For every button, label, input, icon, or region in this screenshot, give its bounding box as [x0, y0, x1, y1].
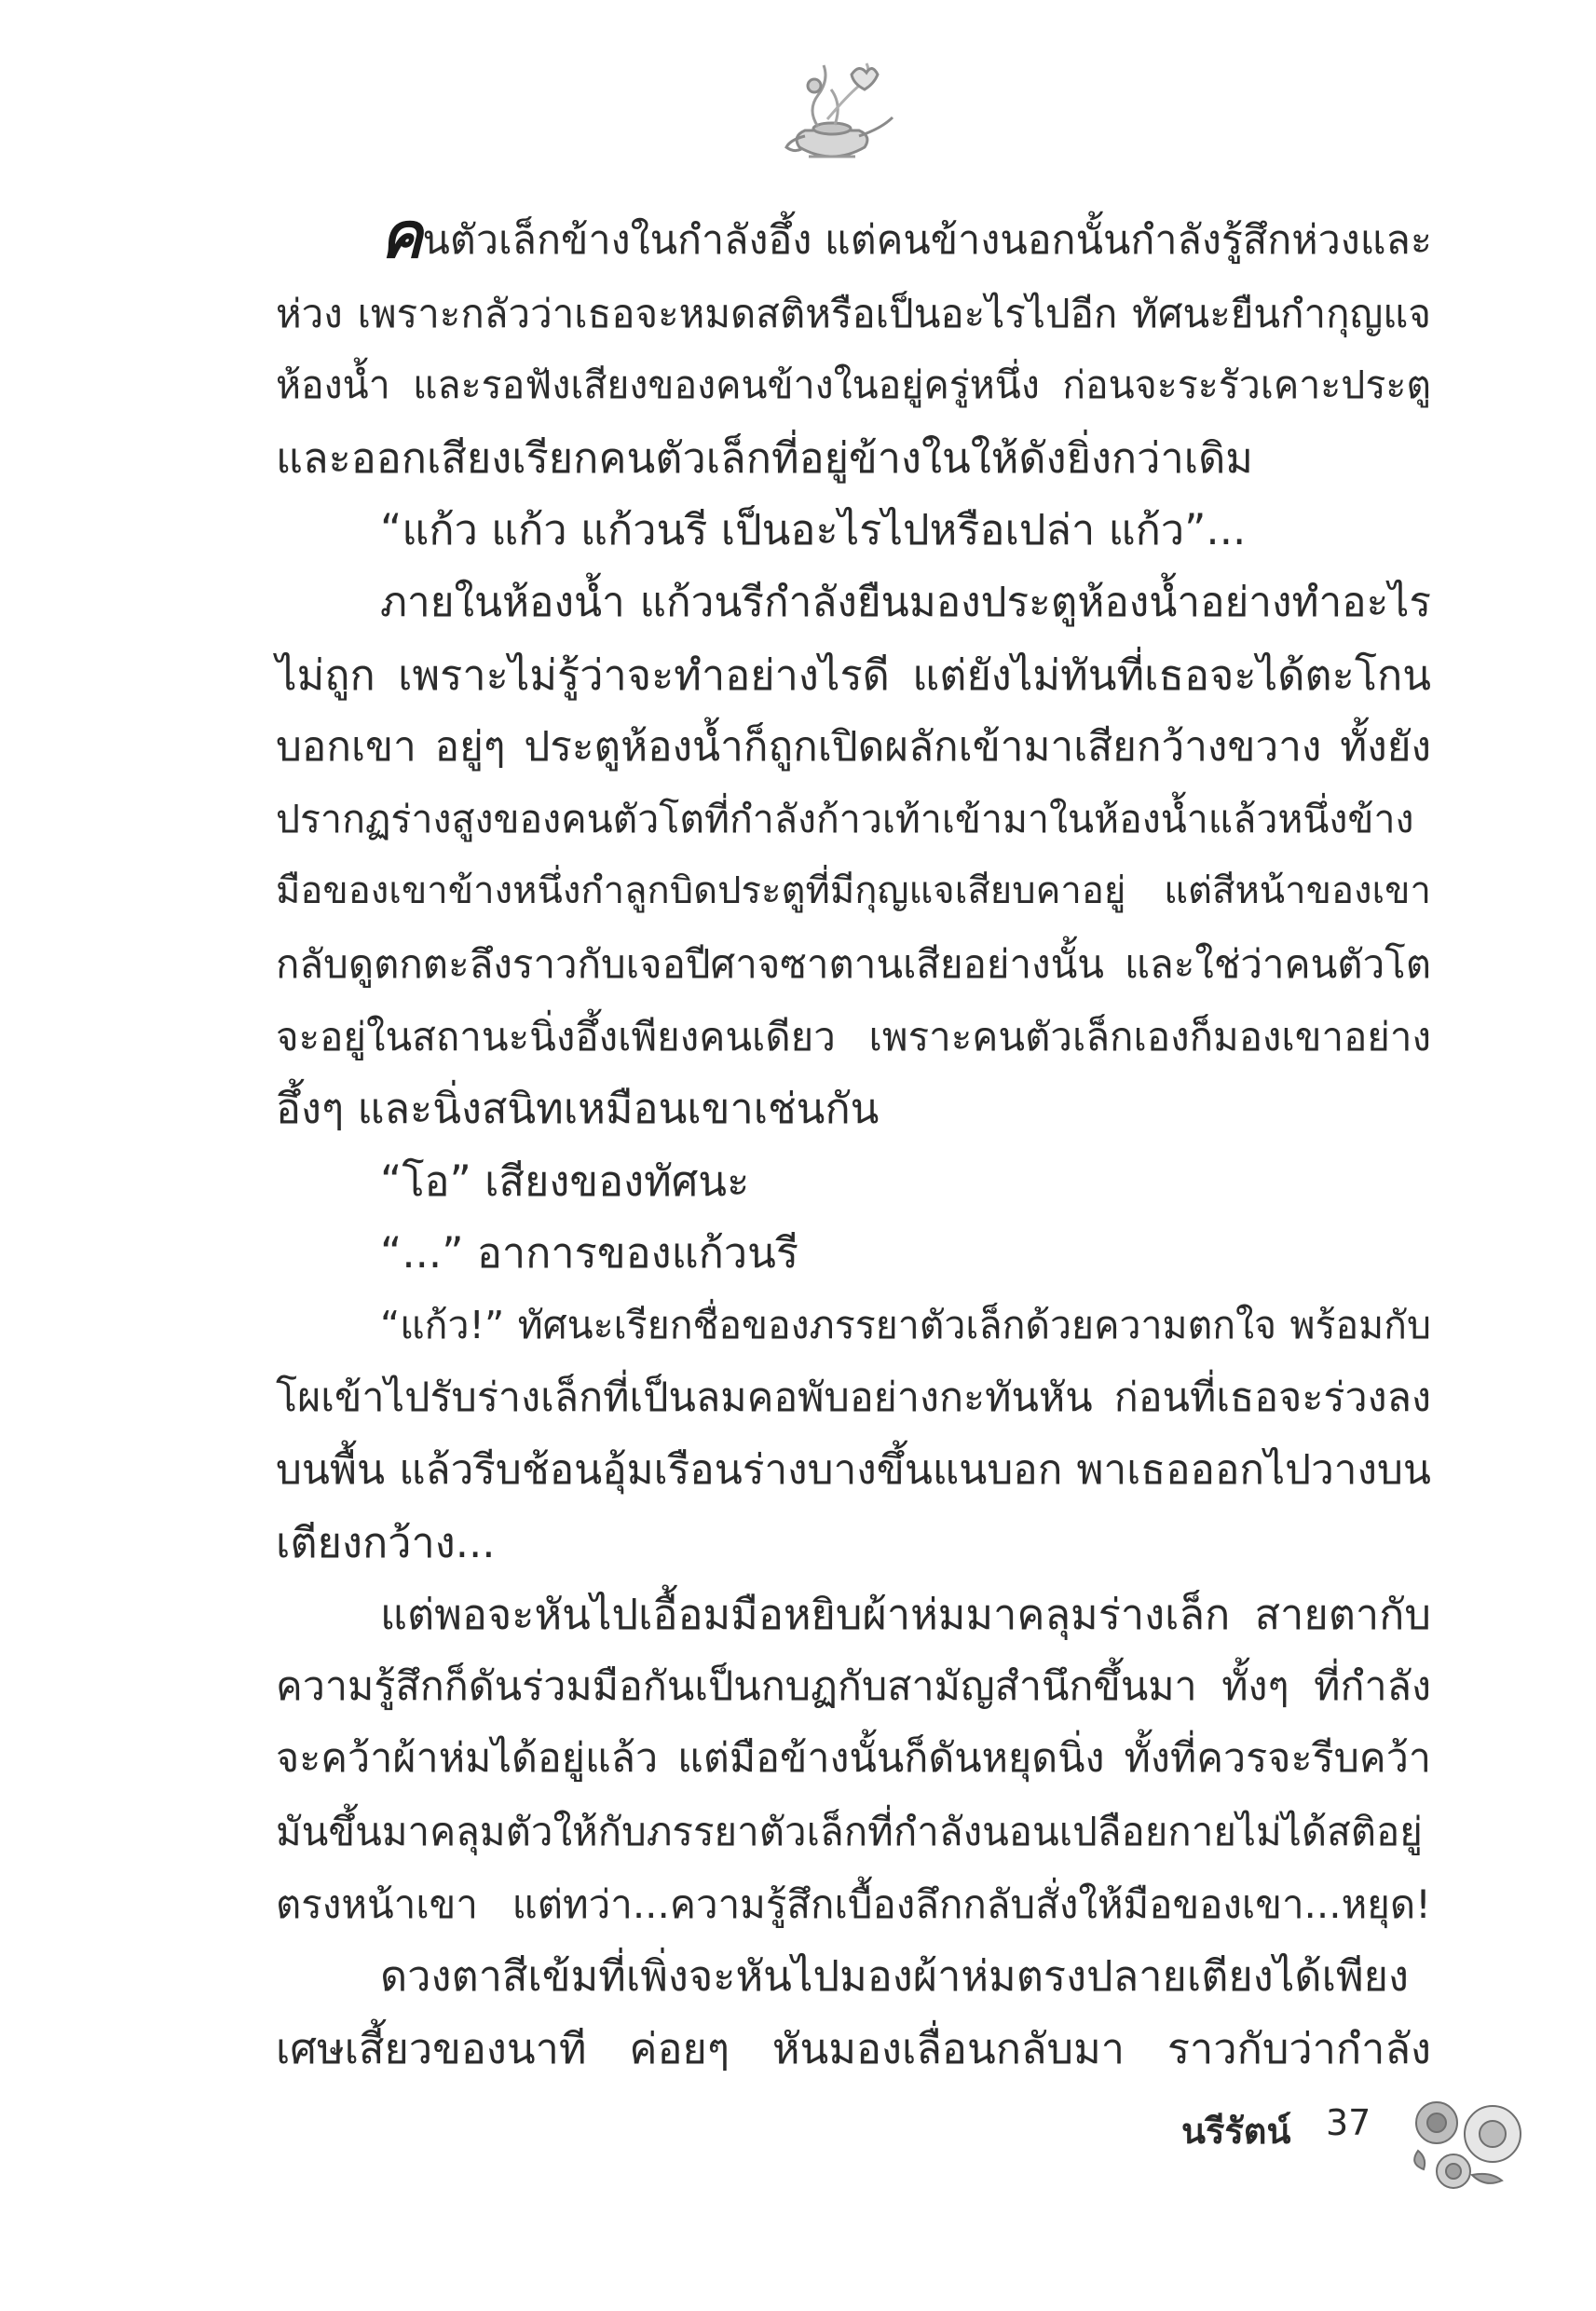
text-line-content: กลับดูตกตะลึงราวกับเจอปีศาจซาตานเสียอย่างนั้น และใช่ว่าคนตัวโต [276, 940, 1431, 987]
text-line-content: ภายในห้องน้ำ แก้วนรีกำลังยืนมองประตูห้องน้ำอย่างทำอะไร [380, 578, 1431, 626]
text-line [276, 1507, 1431, 1579]
text-line [276, 1868, 1431, 1941]
text-line [276, 928, 1431, 1001]
text-line-content: ดวงตาสีเข้มที่เพิ่งจะหันไปมองผ้าห่มตรงปลายเตียงได้เพียง [380, 1951, 1410, 2002]
text-line [276, 1579, 1431, 1651]
text-line [276, 1651, 1431, 1724]
text-line-content: “แก้ว!” ทัศนะเรียกชื่อของภรรยาตัวเล็กด้วยความตกใจ พร้อมกับ [380, 1302, 1431, 1347]
body-text [276, 199, 1432, 2085]
text-line-content: ห่วง เพราะกลัวว่าเธอจะหมดสติหรือเป็นอะไรไปอีก ทัศนะยืนกำกุญแจ [276, 290, 1431, 336]
text-line-content: จะอยู่ในสถานะนิ่งอึ้งเพียงคนเดียว เพราะคนตัวเล็กเองก็มองเขาอย่าง [276, 1013, 1431, 1060]
footer-author: นรีรัตน์ [1181, 2111, 1291, 2152]
text-line-content: และออกเสียงเรียกคนตัวเล็กที่อยู่ข้างในให้ดังยิ่งกว่าเดิม [276, 432, 1253, 483]
text-line [276, 1434, 1431, 1507]
text-line [276, 855, 1431, 928]
text-line [276, 422, 1431, 495]
drop-cap: ค [380, 199, 423, 273]
text-line [276, 567, 1431, 639]
text-line-content: นตัวเล็กข้างในกำลังอึ้ง แต่คนข้างนอกนั้นกำลังรู้สึกห่วงและ [422, 217, 1432, 264]
text-line [276, 278, 1431, 350]
text-line [276, 1073, 1431, 1145]
text-line-content: มันขึ้นมาคลุมตัวให้กับภรรยาตัวเล็กที่กำลังนอนเปลือยกายไม่ได้สติอยู่ [276, 1809, 1423, 1855]
text-line-content: ตรงหน้าเขา แต่ทว่า...ความรู้สึกเบื้องลึกกลับสั่งให้มือของเขา...หยุด! [276, 1880, 1431, 1927]
text-line [276, 711, 1431, 784]
text-line [276, 1940, 1431, 2013]
text-line [276, 1290, 1431, 1362]
text-line [276, 1001, 1431, 1073]
text-line-content: ปรากฏร่างสูงของคนตัวโตที่กำลังก้าวเท้าเข้ามาในห้องน้ำแล้วหนึ่งข้าง [276, 796, 1414, 841]
text-line [276, 2013, 1431, 2085]
text-line-content: ไม่ถูก เพราะไม่รู้ว่าจะทำอย่างไรดี แต่ยังไม่ทันที่เธอจะได้ตะโกน [276, 650, 1431, 700]
text-line [276, 1723, 1431, 1796]
page-footer [1155, 2085, 1547, 2225]
text-line [276, 1217, 1431, 1290]
text-line-content: “โอ” เสียงของทัศนะ [380, 1156, 750, 1206]
text-line-content: ความรู้สึกก็ดันร่วมมือกันเป็นกบฏกับสามัญสำนึกขึ้นมา ทั้งๆ ที่กำลัง [276, 1662, 1431, 1710]
text-line-content: ห้องน้ำ และรอฟังเสียงของคนข้างในอยู่ครู่หนึ่ง ก่อนจะระรัวเคาะประตู [276, 362, 1431, 408]
text-line-content: บอกเขา อยู่ๆ ประตูห้องน้ำก็ถูกเปิดผลักเข้ามาเสียกว้างขวาง ทั้งยัง [276, 723, 1431, 772]
text-line-content: อึ้งๆ และนิ่งสนิทเหมือนเขาเช่นกัน [276, 1084, 880, 1134]
text-line-content: บนพื้น แล้วรีบช้อนอุ้มเรือนร่างบางขึ้นแนบอก พาเธอออกไปวางบน [276, 1446, 1431, 1495]
genie-lamp-ornament-icon [762, 54, 902, 175]
text-line-content: เตียงกว้าง... [276, 1517, 496, 1567]
text-line [276, 349, 1431, 422]
text-line-content: เศษเสี้ยวของนาที ค่อยๆ หันมองเลื่อนกลับมา ราวกับว่ากำลัง [276, 2023, 1431, 2073]
text-line-content: “แก้ว แก้ว แก้วนรี เป็นอะไรไปหรือเปล่า แก้ว”... [380, 505, 1247, 555]
page-number: 37 [1326, 2102, 1371, 2143]
text-line-content: จะคว้าผ้าห่มได้อยู่แล้ว แต่มือข้างนั้นก็ดันหยุดนิ่ง ทั้งที่ควรจะรีบคว้า [276, 1735, 1431, 1783]
flower-ornament-icon [1399, 2085, 1539, 2207]
text-line-content: แต่พอจะหันไปเอื้อมมือหยิบผ้าห่มมาคลุมร่างเล็ก สายตากับ [380, 1590, 1431, 1640]
text-line [276, 199, 1432, 278]
text-line [276, 1796, 1431, 1868]
text-line [276, 639, 1431, 712]
text-line-content: “...” อาการของแก้วนรี [380, 1228, 799, 1279]
text-line-content: มือของเขาข้างหนึ่งกำลูกบิดประตูที่มีกุญแจเสียบคาอยู่ แต่สีหน้าของเขา [276, 869, 1431, 913]
text-line-content: โผเข้าไปรับร่างเล็กที่เป็นลมคอพับอย่างกะทันหัน ก่อนที่เธอจะร่วงลง [276, 1374, 1431, 1421]
text-line [276, 1362, 1431, 1435]
text-line [276, 494, 1431, 567]
text-line [276, 784, 1431, 856]
text-line [276, 1145, 1431, 1218]
